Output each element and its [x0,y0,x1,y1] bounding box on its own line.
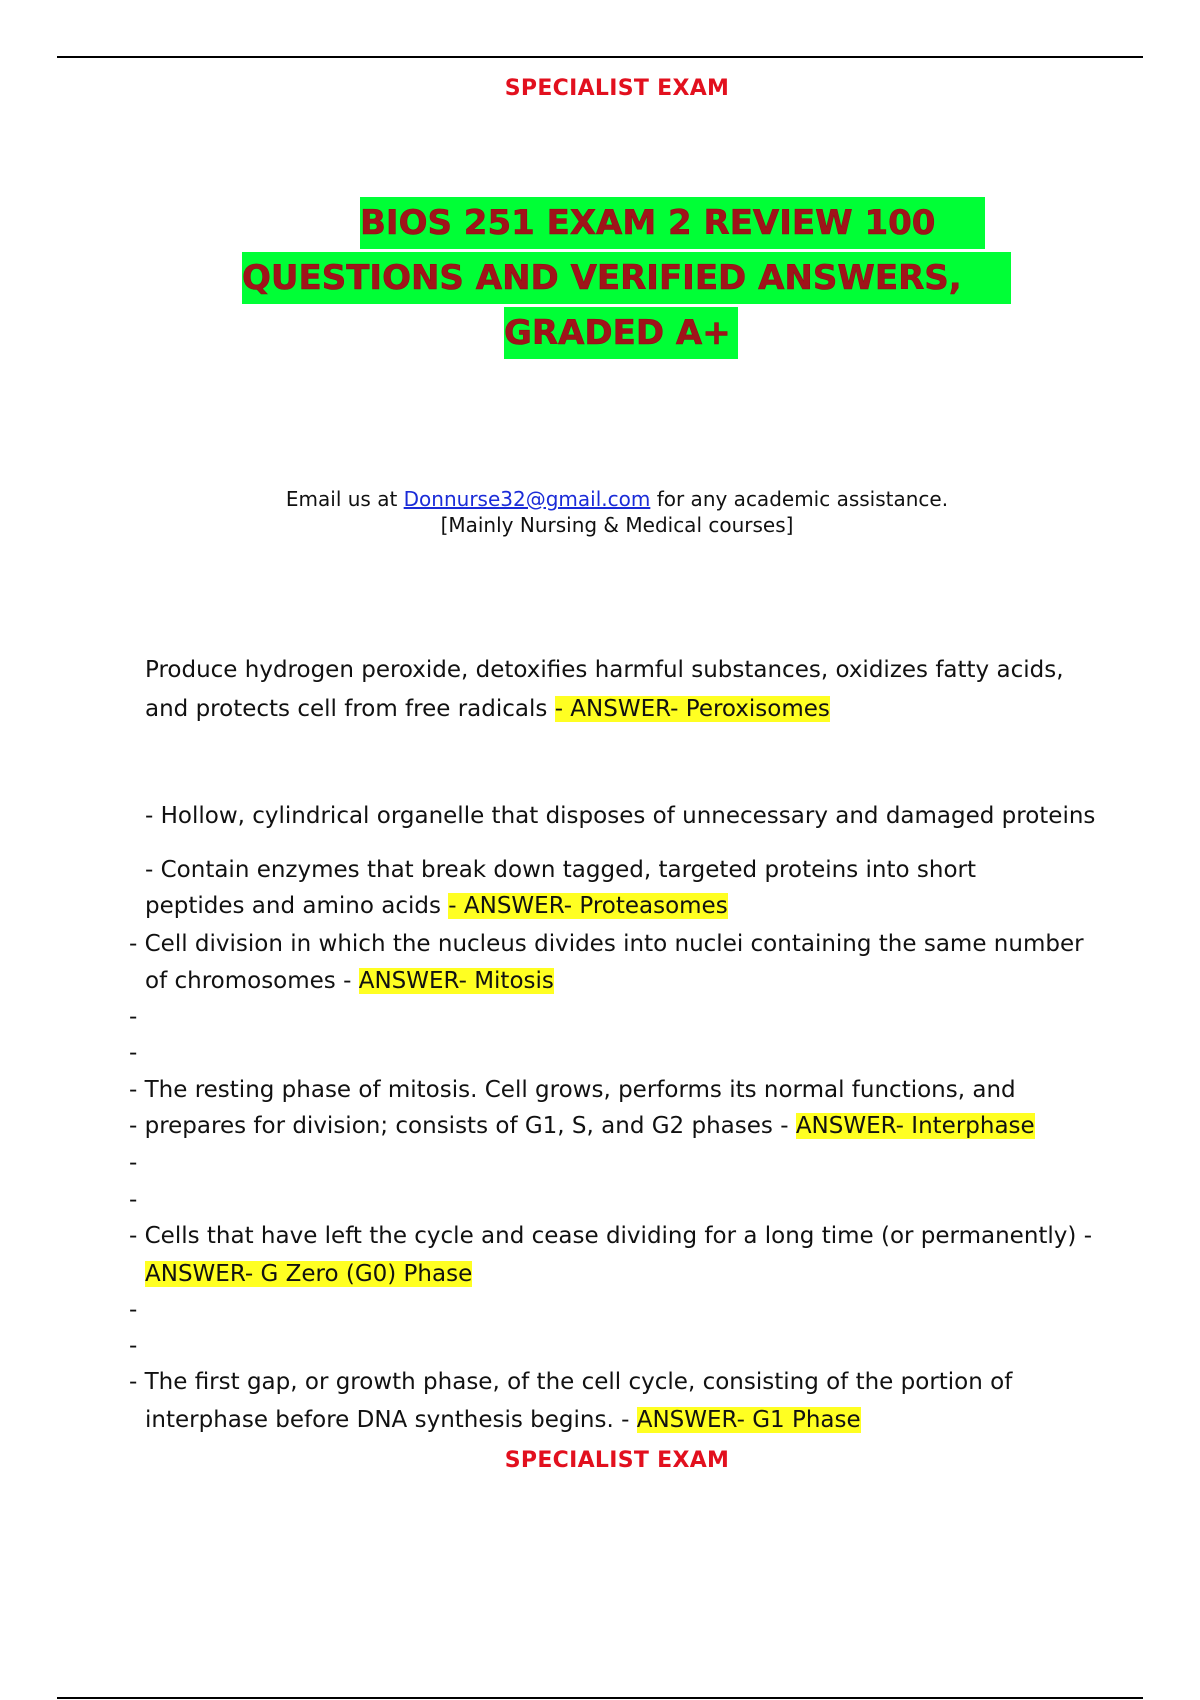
bottom-rule [57,1697,1143,1699]
dash-marker: - [129,1187,138,1213]
question-2-text: peptides and amino acids [145,893,449,919]
footer-label: SPECIALIST EXAM [504,1448,730,1473]
dash-marker: - [129,1150,138,1176]
question-5-line-1: - Cells that have left the cycle and cease dividing for a long time (or permanently) - [129,1223,1093,1249]
question-3-text: of chromosomes - [145,968,359,994]
dash-marker: - [129,1040,138,1066]
title-line-1: BIOS 251 EXAM 2 REVIEW 100 [360,197,985,249]
dash-marker: - [129,1333,138,1359]
question-1-line-2 [145,696,830,722]
header-label: SPECIALIST EXAM [504,76,730,101]
question-3-line-2 [145,968,554,994]
contact-note: [Mainly Nursing & Medical courses] [440,513,794,537]
title-line-3: GRADED A+ [504,307,738,359]
question-2-line-1: - Hollow, cylindrical organelle that disposes of unnecessary and damaged proteins [145,803,1096,829]
question-2-line-3 [145,893,728,919]
answer-proteasomes: - ANSWER- Proteasomes [448,893,728,919]
email-link[interactable]: Donnurse32@gmail.com [403,487,651,511]
question-2-line-2: - Contain enzymes that break down tagged, targeted proteins into short [145,857,976,883]
contact-prefix: Email us at [285,487,404,511]
answer-g-zero-phase: ANSWER- G Zero (G0) Phase [145,1261,473,1287]
answer-mitosis: ANSWER- Mitosis [358,968,554,994]
question-4-line-2 [129,1113,1035,1139]
question-1-line-1: Produce hydrogen peroxide, detoxifies harmful substances, oxidizes fatty acids, [145,657,1064,683]
question-4-text: - prepares for division; consists of G1, S, and G2 phases - [129,1113,796,1139]
top-rule [57,56,1143,58]
question-3-line-1: - Cell division in which the nucleus divides into nuclei containing the same number [129,931,1084,957]
question-4-line-1: - The resting phase of mitosis. Cell grows, performs its normal functions, and [129,1077,1016,1103]
question-5-line-2 [145,1261,472,1287]
dash-marker: - [129,1004,138,1030]
question-6-line-1: - The first gap, or growth phase, of the cell cycle, consisting of the portion of [129,1369,1013,1395]
question-6-text: interphase before DNA synthesis begins. - [145,1407,637,1433]
answer-g1-phase: ANSWER- G1 Phase [636,1407,861,1433]
answer-peroxisomes: - ANSWER- Peroxisomes [554,696,830,722]
title-line-2: QUESTIONS AND VERIFIED ANSWERS, [242,252,1011,304]
dash-marker: - [129,1297,138,1323]
contact-line [0,487,1200,511]
question-6-line-2 [145,1407,861,1433]
contact-suffix: for any academic assistance. [650,487,949,511]
answer-interphase: ANSWER- Interphase [795,1113,1035,1139]
question-1-text: and protects cell from free radicals [145,696,555,722]
